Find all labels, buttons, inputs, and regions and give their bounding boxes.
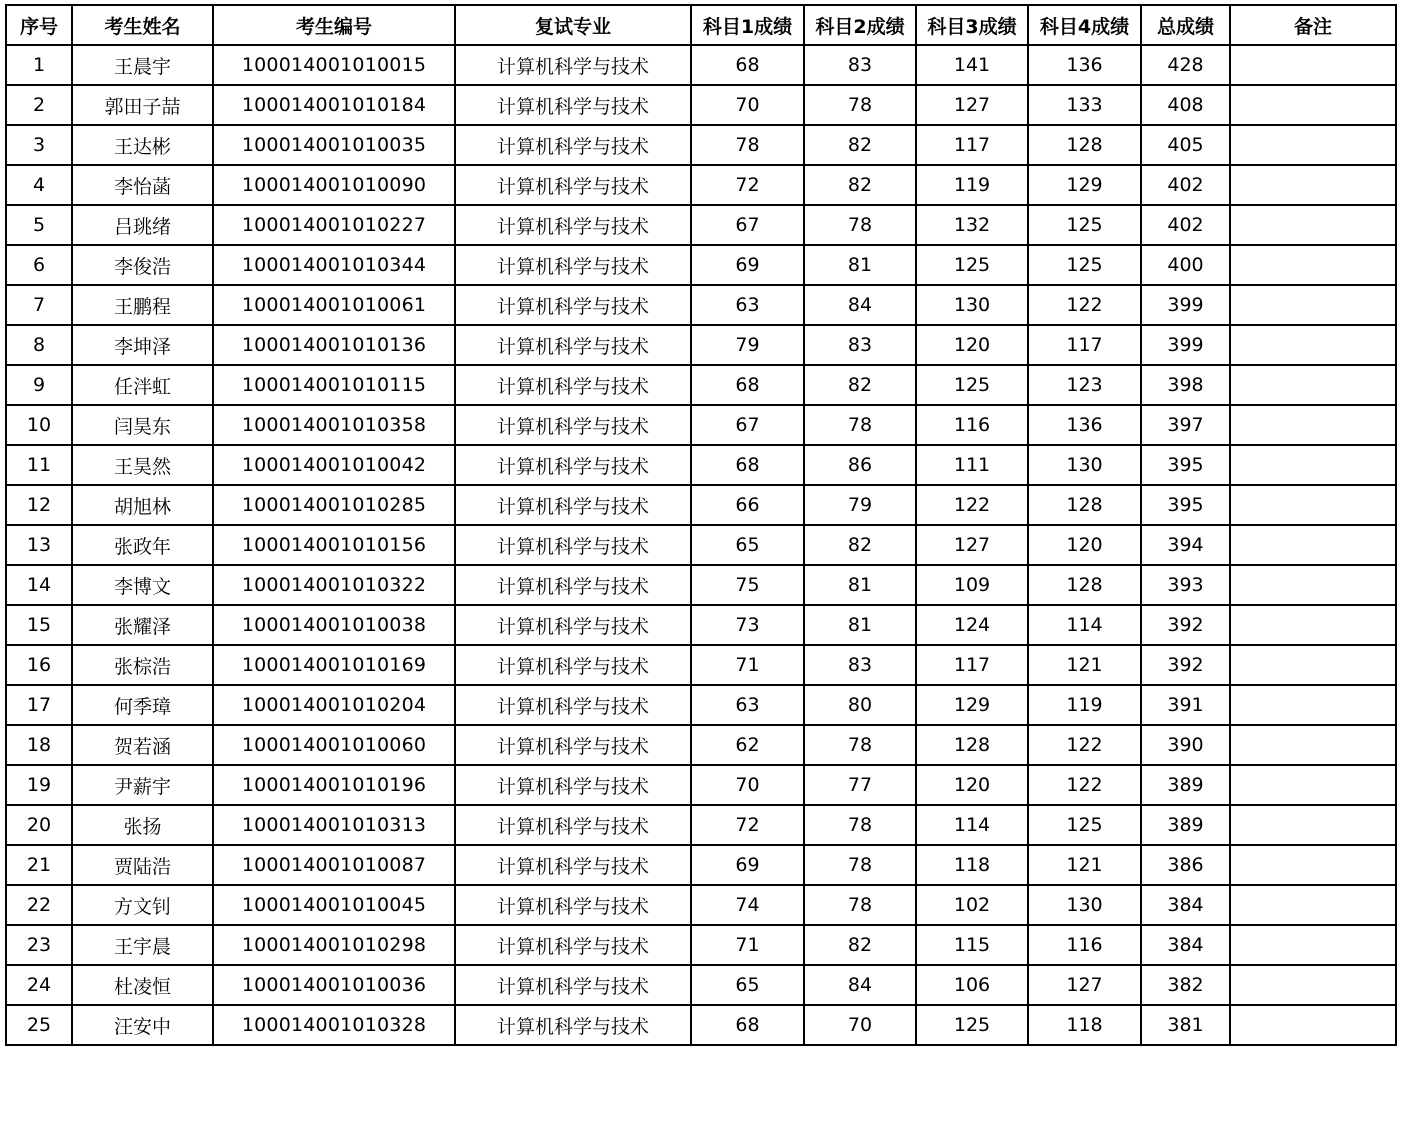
table-row	[6, 405, 1396, 445]
cell-total: 399	[1141, 285, 1230, 325]
cell-major: 计算机科学与技术	[455, 285, 691, 325]
cell-name: 胡旭林	[72, 485, 213, 525]
cell-total: 395	[1141, 485, 1230, 525]
cell-subject4: 136	[1028, 405, 1141, 445]
cell-subject1: 71	[691, 925, 804, 965]
cell-id: 100014001010358	[213, 405, 455, 445]
table-header	[6, 5, 1396, 45]
cell-total: 394	[1141, 525, 1230, 565]
cell-name: 张扬	[72, 805, 213, 845]
cell-total: 402	[1141, 205, 1230, 245]
cell-subject2: 82	[804, 525, 916, 565]
cell-subject2: 78	[804, 85, 916, 125]
cell-major: 计算机科学与技术	[455, 565, 691, 605]
table-row	[6, 885, 1396, 925]
cell-major: 计算机科学与技术	[455, 85, 691, 125]
cell-index: 25	[6, 1005, 72, 1045]
cell-id: 100014001010136	[213, 325, 455, 365]
cell-major: 计算机科学与技术	[455, 365, 691, 405]
cell-remark	[1230, 45, 1396, 85]
cell-remark	[1230, 85, 1396, 125]
cell-id: 100014001010328	[213, 1005, 455, 1045]
cell-subject2: 78	[804, 725, 916, 765]
cell-name: 王晨宇	[72, 45, 213, 85]
cell-major: 计算机科学与技术	[455, 485, 691, 525]
table-body	[6, 45, 1396, 1045]
cell-remark	[1230, 725, 1396, 765]
cell-subject2: 82	[804, 925, 916, 965]
cell-remark	[1230, 125, 1396, 165]
cell-name: 方文钊	[72, 885, 213, 925]
cell-remark	[1230, 925, 1396, 965]
table-row	[6, 605, 1396, 645]
cell-subject3: 124	[916, 605, 1028, 645]
cell-index: 22	[6, 885, 72, 925]
cell-subject1: 65	[691, 965, 804, 1005]
cell-index: 17	[6, 685, 72, 725]
table-row	[6, 205, 1396, 245]
cell-id: 100014001010115	[213, 365, 455, 405]
cell-id: 100014001010169	[213, 645, 455, 685]
cell-subject3: 122	[916, 485, 1028, 525]
cell-id: 100014001010038	[213, 605, 455, 645]
cell-subject4: 117	[1028, 325, 1141, 365]
cell-total: 384	[1141, 925, 1230, 965]
table-row	[6, 45, 1396, 85]
cell-total: 400	[1141, 245, 1230, 285]
cell-subject1: 71	[691, 645, 804, 685]
cell-remark	[1230, 805, 1396, 845]
cell-subject3: 141	[916, 45, 1028, 85]
cell-id: 100014001010015	[213, 45, 455, 85]
cell-major: 计算机科学与技术	[455, 685, 691, 725]
cell-subject2: 78	[804, 885, 916, 925]
cell-subject2: 81	[804, 605, 916, 645]
cell-subject3: 132	[916, 205, 1028, 245]
cell-id: 100014001010227	[213, 205, 455, 245]
cell-subject4: 128	[1028, 485, 1141, 525]
cell-index: 7	[6, 285, 72, 325]
cell-index: 19	[6, 765, 72, 805]
cell-remark	[1230, 645, 1396, 685]
cell-subject3: 114	[916, 805, 1028, 845]
cell-subject1: 68	[691, 365, 804, 405]
cell-subject1: 74	[691, 885, 804, 925]
cell-total: 386	[1141, 845, 1230, 885]
header-name: 考生姓名	[72, 5, 213, 45]
cell-subject2: 84	[804, 285, 916, 325]
cell-subject4: 119	[1028, 685, 1141, 725]
table-row	[6, 125, 1396, 165]
cell-total: 399	[1141, 325, 1230, 365]
table-row	[6, 85, 1396, 125]
header-id: 考生编号	[213, 5, 455, 45]
cell-index: 3	[6, 125, 72, 165]
cell-major: 计算机科学与技术	[455, 325, 691, 365]
cell-name: 闫昊东	[72, 405, 213, 445]
table-row	[6, 1005, 1396, 1045]
cell-subject1: 63	[691, 285, 804, 325]
cell-name: 汪安中	[72, 1005, 213, 1045]
header-subject4: 科目4成绩	[1028, 5, 1141, 45]
cell-subject2: 82	[804, 365, 916, 405]
cell-name: 李俊浩	[72, 245, 213, 285]
header-total: 总成绩	[1141, 5, 1230, 45]
cell-subject3: 130	[916, 285, 1028, 325]
cell-subject4: 123	[1028, 365, 1141, 405]
cell-name: 张棕浩	[72, 645, 213, 685]
cell-subject1: 69	[691, 845, 804, 885]
cell-major: 计算机科学与技术	[455, 925, 691, 965]
cell-index: 8	[6, 325, 72, 365]
cell-total: 395	[1141, 445, 1230, 485]
cell-subject1: 73	[691, 605, 804, 645]
cell-major: 计算机科学与技术	[455, 1005, 691, 1045]
cell-subject1: 75	[691, 565, 804, 605]
cell-subject1: 67	[691, 405, 804, 445]
cell-subject3: 118	[916, 845, 1028, 885]
cell-id: 100014001010344	[213, 245, 455, 285]
cell-name: 贺若涵	[72, 725, 213, 765]
cell-subject2: 82	[804, 165, 916, 205]
cell-name: 王宇晨	[72, 925, 213, 965]
cell-id: 100014001010045	[213, 885, 455, 925]
cell-major: 计算机科学与技术	[455, 805, 691, 845]
cell-index: 4	[6, 165, 72, 205]
cell-total: 381	[1141, 1005, 1230, 1045]
cell-id: 100014001010036	[213, 965, 455, 1005]
cell-subject3: 128	[916, 725, 1028, 765]
score-table	[5, 4, 1397, 1046]
cell-remark	[1230, 525, 1396, 565]
cell-subject2: 83	[804, 325, 916, 365]
cell-major: 计算机科学与技术	[455, 765, 691, 805]
cell-major: 计算机科学与技术	[455, 885, 691, 925]
table-row	[6, 965, 1396, 1005]
cell-id: 100014001010156	[213, 525, 455, 565]
cell-subject3: 120	[916, 765, 1028, 805]
cell-index: 11	[6, 445, 72, 485]
cell-major: 计算机科学与技术	[455, 525, 691, 565]
cell-subject1: 79	[691, 325, 804, 365]
cell-subject3: 120	[916, 325, 1028, 365]
cell-subject3: 125	[916, 1005, 1028, 1045]
cell-subject1: 68	[691, 445, 804, 485]
cell-name: 尹薪宇	[72, 765, 213, 805]
cell-id: 100014001010298	[213, 925, 455, 965]
cell-remark	[1230, 405, 1396, 445]
cell-id: 100014001010087	[213, 845, 455, 885]
cell-subject1: 67	[691, 205, 804, 245]
cell-remark	[1230, 605, 1396, 645]
cell-major: 计算机科学与技术	[455, 445, 691, 485]
cell-subject2: 70	[804, 1005, 916, 1045]
cell-total: 405	[1141, 125, 1230, 165]
cell-id: 100014001010035	[213, 125, 455, 165]
cell-index: 1	[6, 45, 72, 85]
cell-remark	[1230, 325, 1396, 365]
cell-subject3: 115	[916, 925, 1028, 965]
cell-index: 15	[6, 605, 72, 645]
cell-total: 391	[1141, 685, 1230, 725]
cell-subject4: 118	[1028, 1005, 1141, 1045]
cell-remark	[1230, 845, 1396, 885]
cell-name: 王鹏程	[72, 285, 213, 325]
table-row	[6, 485, 1396, 525]
cell-name: 郭田子喆	[72, 85, 213, 125]
table-row	[6, 725, 1396, 765]
table-row	[6, 285, 1396, 325]
cell-subject4: 125	[1028, 245, 1141, 285]
cell-id: 100014001010285	[213, 485, 455, 525]
cell-id: 100014001010184	[213, 85, 455, 125]
cell-subject3: 109	[916, 565, 1028, 605]
cell-subject1: 63	[691, 685, 804, 725]
cell-total: 392	[1141, 645, 1230, 685]
cell-id: 100014001010204	[213, 685, 455, 725]
table-row	[6, 245, 1396, 285]
cell-subject2: 81	[804, 245, 916, 285]
cell-subject4: 122	[1028, 285, 1141, 325]
cell-subject4: 128	[1028, 125, 1141, 165]
cell-index: 12	[6, 485, 72, 525]
cell-total: 392	[1141, 605, 1230, 645]
cell-subject4: 114	[1028, 605, 1141, 645]
cell-name: 张政年	[72, 525, 213, 565]
cell-index: 20	[6, 805, 72, 845]
cell-subject2: 78	[804, 205, 916, 245]
cell-remark	[1230, 965, 1396, 1005]
cell-index: 5	[6, 205, 72, 245]
cell-major: 计算机科学与技术	[455, 405, 691, 445]
cell-major: 计算机科学与技术	[455, 965, 691, 1005]
cell-subject3: 116	[916, 405, 1028, 445]
table-row	[6, 845, 1396, 885]
cell-subject2: 83	[804, 645, 916, 685]
cell-subject3: 129	[916, 685, 1028, 725]
table-row	[6, 925, 1396, 965]
cell-total: 384	[1141, 885, 1230, 925]
header-subject3: 科目3成绩	[916, 5, 1028, 45]
score-sheet	[5, 4, 1397, 1046]
cell-subject4: 120	[1028, 525, 1141, 565]
table-row	[6, 645, 1396, 685]
cell-remark	[1230, 165, 1396, 205]
cell-remark	[1230, 765, 1396, 805]
cell-id: 100014001010061	[213, 285, 455, 325]
cell-subject4: 127	[1028, 965, 1141, 1005]
cell-index: 9	[6, 365, 72, 405]
table-row	[6, 805, 1396, 845]
cell-major: 计算机科学与技术	[455, 845, 691, 885]
cell-id: 100014001010313	[213, 805, 455, 845]
table-row	[6, 445, 1396, 485]
cell-id: 100014001010322	[213, 565, 455, 605]
cell-remark	[1230, 365, 1396, 405]
cell-subject3: 127	[916, 85, 1028, 125]
cell-subject4: 130	[1028, 445, 1141, 485]
cell-subject3: 117	[916, 125, 1028, 165]
cell-subject3: 119	[916, 165, 1028, 205]
cell-subject4: 125	[1028, 205, 1141, 245]
table-row	[6, 565, 1396, 605]
cell-subject4: 130	[1028, 885, 1141, 925]
cell-name: 贾陆浩	[72, 845, 213, 885]
cell-subject1: 70	[691, 765, 804, 805]
cell-name: 张耀泽	[72, 605, 213, 645]
cell-subject4: 121	[1028, 645, 1141, 685]
cell-subject4: 122	[1028, 765, 1141, 805]
cell-subject2: 78	[804, 405, 916, 445]
cell-index: 23	[6, 925, 72, 965]
cell-subject2: 86	[804, 445, 916, 485]
cell-total: 390	[1141, 725, 1230, 765]
cell-remark	[1230, 885, 1396, 925]
cell-major: 计算机科学与技术	[455, 605, 691, 645]
cell-subject2: 77	[804, 765, 916, 805]
cell-name: 李怡菡	[72, 165, 213, 205]
cell-total: 428	[1141, 45, 1230, 85]
cell-subject3: 127	[916, 525, 1028, 565]
cell-subject1: 68	[691, 1005, 804, 1045]
cell-subject1: 65	[691, 525, 804, 565]
cell-remark	[1230, 485, 1396, 525]
cell-subject1: 68	[691, 45, 804, 85]
header-index: 序号	[6, 5, 72, 45]
header-subject1: 科目1成绩	[691, 5, 804, 45]
cell-index: 18	[6, 725, 72, 765]
cell-subject1: 78	[691, 125, 804, 165]
cell-major: 计算机科学与技术	[455, 645, 691, 685]
cell-subject4: 121	[1028, 845, 1141, 885]
cell-major: 计算机科学与技术	[455, 205, 691, 245]
cell-total: 382	[1141, 965, 1230, 1005]
cell-subject4: 125	[1028, 805, 1141, 845]
header-row	[6, 5, 1396, 45]
cell-index: 16	[6, 645, 72, 685]
cell-subject2: 82	[804, 125, 916, 165]
table-row	[6, 365, 1396, 405]
cell-subject4: 136	[1028, 45, 1141, 85]
cell-subject3: 111	[916, 445, 1028, 485]
cell-subject2: 81	[804, 565, 916, 605]
cell-subject2: 83	[804, 45, 916, 85]
header-major: 复试专业	[455, 5, 691, 45]
cell-subject3: 117	[916, 645, 1028, 685]
cell-subject2: 80	[804, 685, 916, 725]
cell-subject2: 78	[804, 805, 916, 845]
cell-total: 393	[1141, 565, 1230, 605]
cell-name: 王达彬	[72, 125, 213, 165]
cell-subject4: 122	[1028, 725, 1141, 765]
cell-name: 何季璋	[72, 685, 213, 725]
table-row	[6, 165, 1396, 205]
cell-subject3: 125	[916, 245, 1028, 285]
cell-remark	[1230, 685, 1396, 725]
cell-subject3: 125	[916, 365, 1028, 405]
header-remark: 备注	[1230, 5, 1396, 45]
cell-remark	[1230, 1005, 1396, 1045]
table-row	[6, 525, 1396, 565]
cell-subject3: 102	[916, 885, 1028, 925]
cell-id: 100014001010042	[213, 445, 455, 485]
cell-id: 100014001010090	[213, 165, 455, 205]
cell-major: 计算机科学与技术	[455, 45, 691, 85]
cell-remark	[1230, 285, 1396, 325]
cell-subject3: 106	[916, 965, 1028, 1005]
cell-index: 21	[6, 845, 72, 885]
cell-subject1: 66	[691, 485, 804, 525]
cell-index: 24	[6, 965, 72, 1005]
cell-major: 计算机科学与技术	[455, 125, 691, 165]
cell-subject4: 133	[1028, 85, 1141, 125]
cell-index: 13	[6, 525, 72, 565]
cell-subject4: 128	[1028, 565, 1141, 605]
cell-name: 任泮虹	[72, 365, 213, 405]
cell-index: 14	[6, 565, 72, 605]
cell-index: 2	[6, 85, 72, 125]
cell-total: 402	[1141, 165, 1230, 205]
cell-remark	[1230, 245, 1396, 285]
cell-subject1: 69	[691, 245, 804, 285]
header-subject2: 科目2成绩	[804, 5, 916, 45]
cell-subject1: 72	[691, 165, 804, 205]
cell-index: 10	[6, 405, 72, 445]
cell-major: 计算机科学与技术	[455, 165, 691, 205]
cell-subject2: 78	[804, 845, 916, 885]
cell-total: 389	[1141, 805, 1230, 845]
cell-name: 吕珧绪	[72, 205, 213, 245]
cell-subject1: 70	[691, 85, 804, 125]
cell-total: 408	[1141, 85, 1230, 125]
table-row	[6, 685, 1396, 725]
cell-subject2: 79	[804, 485, 916, 525]
cell-id: 100014001010196	[213, 765, 455, 805]
cell-name: 杜凌恒	[72, 965, 213, 1005]
cell-total: 389	[1141, 765, 1230, 805]
cell-id: 100014001010060	[213, 725, 455, 765]
cell-remark	[1230, 205, 1396, 245]
cell-name: 王昊然	[72, 445, 213, 485]
cell-subject4: 116	[1028, 925, 1141, 965]
cell-subject1: 62	[691, 725, 804, 765]
cell-subject2: 84	[804, 965, 916, 1005]
cell-total: 398	[1141, 365, 1230, 405]
table-row	[6, 765, 1396, 805]
cell-subject1: 72	[691, 805, 804, 845]
cell-subject4: 129	[1028, 165, 1141, 205]
cell-name: 李博文	[72, 565, 213, 605]
cell-major: 计算机科学与技术	[455, 725, 691, 765]
cell-total: 397	[1141, 405, 1230, 445]
cell-remark	[1230, 565, 1396, 605]
cell-remark	[1230, 445, 1396, 485]
cell-name: 李坤泽	[72, 325, 213, 365]
cell-index: 6	[6, 245, 72, 285]
cell-major: 计算机科学与技术	[455, 245, 691, 285]
table-row	[6, 325, 1396, 365]
